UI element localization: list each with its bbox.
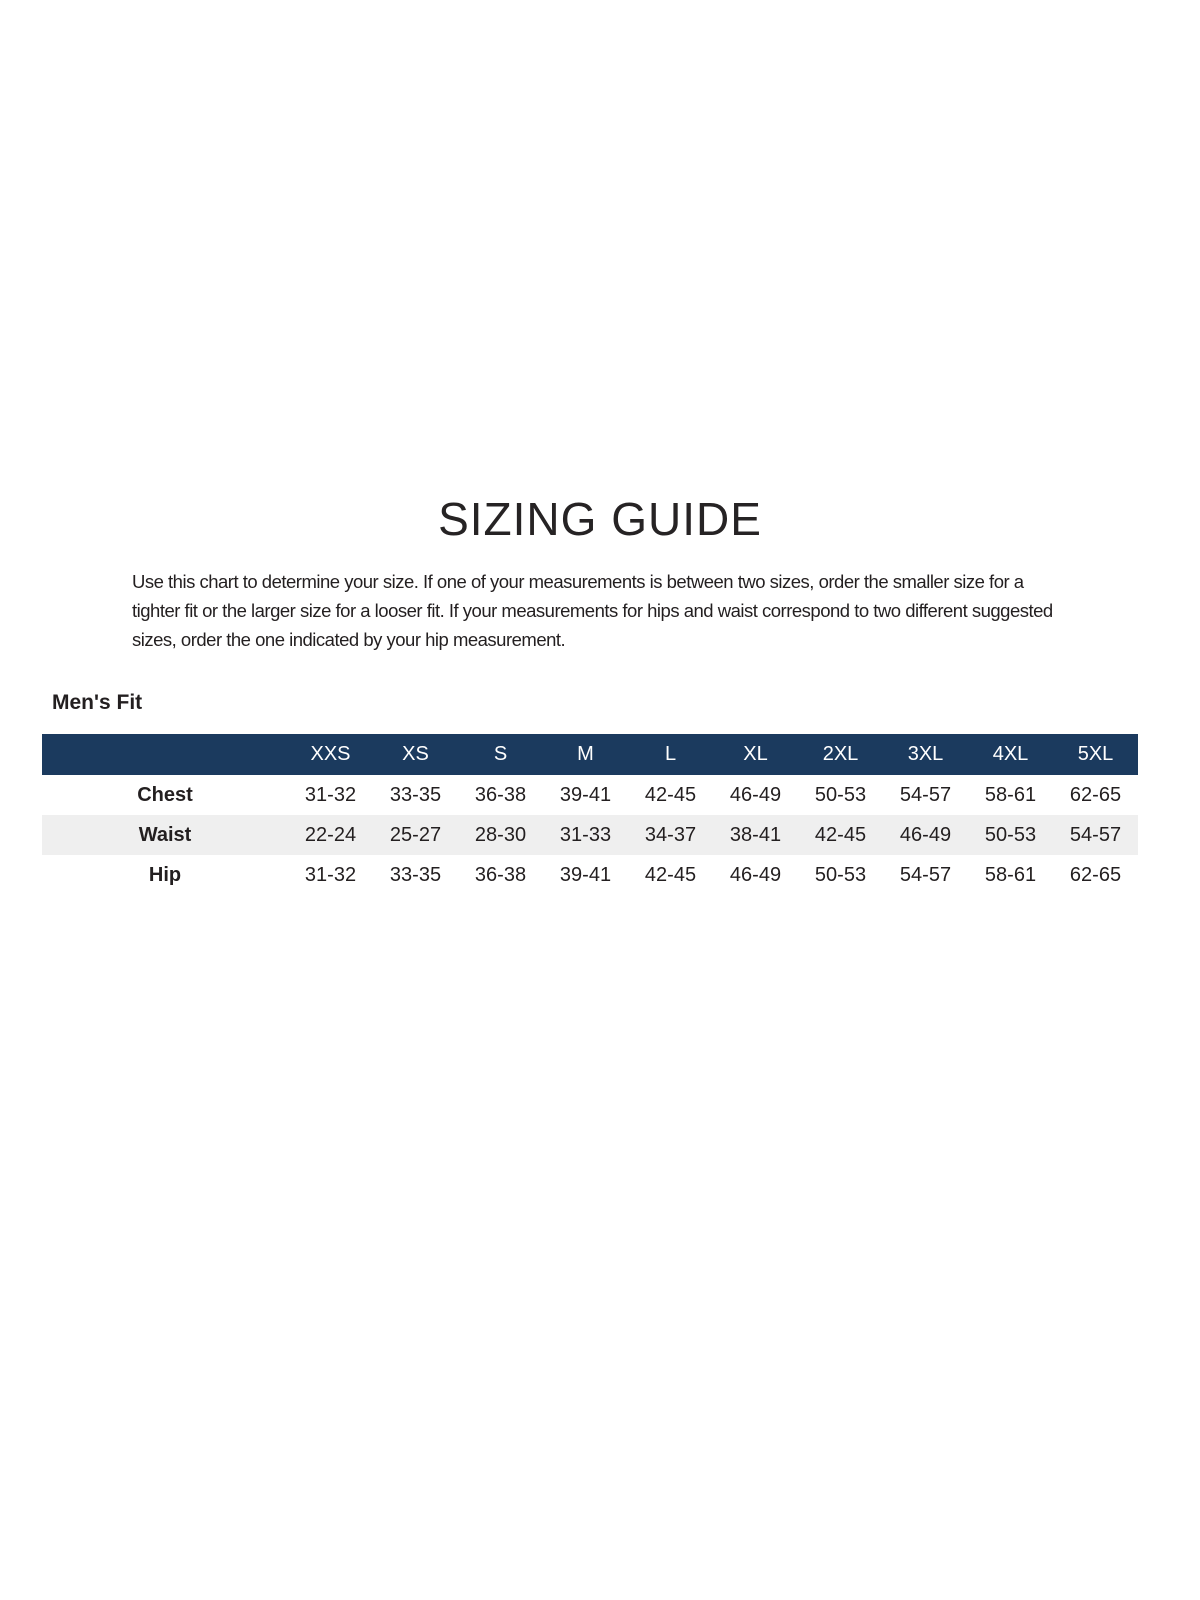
header-cell-5xl: 5XL: [1077, 743, 1114, 765]
row-label: Chest: [137, 783, 193, 806]
size-cell: 54-57: [899, 783, 952, 806]
header-cell-4xl: 4XL: [992, 743, 1029, 765]
size-cell: 33-35: [389, 863, 442, 886]
size-cell: 54-57: [1069, 823, 1122, 846]
size-table-body: [42, 775, 1138, 895]
table-row-waist: [42, 815, 1138, 855]
row-label: Waist: [138, 823, 192, 846]
size-cell: 46-49: [729, 783, 782, 806]
size-table: [42, 734, 1138, 895]
size-cell: 62-65: [1069, 783, 1122, 806]
size-cell: 46-49: [899, 823, 952, 846]
size-cell: 62-65: [1069, 863, 1122, 886]
size-table-header: [42, 734, 1138, 775]
header-cell-m: M: [577, 743, 594, 765]
size-cell: 36-38: [474, 863, 527, 886]
size-cell: 36-38: [474, 783, 527, 806]
intro-paragraph: Use this chart to determine your size. If one of your measurements is between two sizes, order the smaller size for a tighter fit or the larger size for a looser fit. If your measurements for hips and waist correspond to two different suggested sizes, order the one indicated by your hip measurement.: [132, 570, 1053, 650]
size-cell: 50-53: [814, 783, 867, 806]
size-cell: 39-41: [559, 863, 612, 886]
size-cell: 31-32: [304, 783, 357, 806]
table-row-chest: [42, 775, 1138, 815]
size-cell: 50-53: [814, 863, 867, 886]
size-cell: 58-61: [984, 783, 1037, 806]
size-cell: 34-37: [644, 823, 697, 846]
header-cell-l: L: [664, 743, 677, 765]
size-cell: 42-45: [644, 863, 697, 886]
size-cell: 25-27: [389, 823, 442, 846]
size-cell: 22-24: [304, 823, 357, 846]
header-cell-xl: XL: [743, 743, 768, 765]
header-cell-2xl: 2XL: [822, 743, 859, 765]
header-cell-s: S: [493, 743, 508, 765]
table-row-hip: [42, 855, 1138, 895]
size-cell: 50-53: [984, 823, 1037, 846]
size-cell: 42-45: [814, 823, 867, 846]
size-cell: 33-35: [389, 783, 442, 806]
size-cell: 54-57: [899, 863, 952, 886]
section-label-mens-fit: Men's Fit: [52, 691, 143, 714]
size-cell: 58-61: [984, 863, 1037, 886]
row-label: Hip: [148, 863, 182, 886]
page-title: SIZING GUIDE: [438, 492, 762, 545]
size-cell: 42-45: [644, 783, 697, 806]
header-cell-3xl: 3XL: [907, 743, 944, 765]
header-cell-xs: XS: [402, 743, 429, 765]
size-cell: 46-49: [729, 863, 782, 886]
size-cell: 28-30: [474, 823, 527, 846]
size-cell: 31-32: [304, 863, 357, 886]
size-cell: 39-41: [559, 783, 612, 806]
size-cell: 38-41: [729, 823, 782, 846]
size-cell: 31-33: [559, 823, 612, 846]
header-cell-xxs: XXS: [310, 743, 351, 765]
